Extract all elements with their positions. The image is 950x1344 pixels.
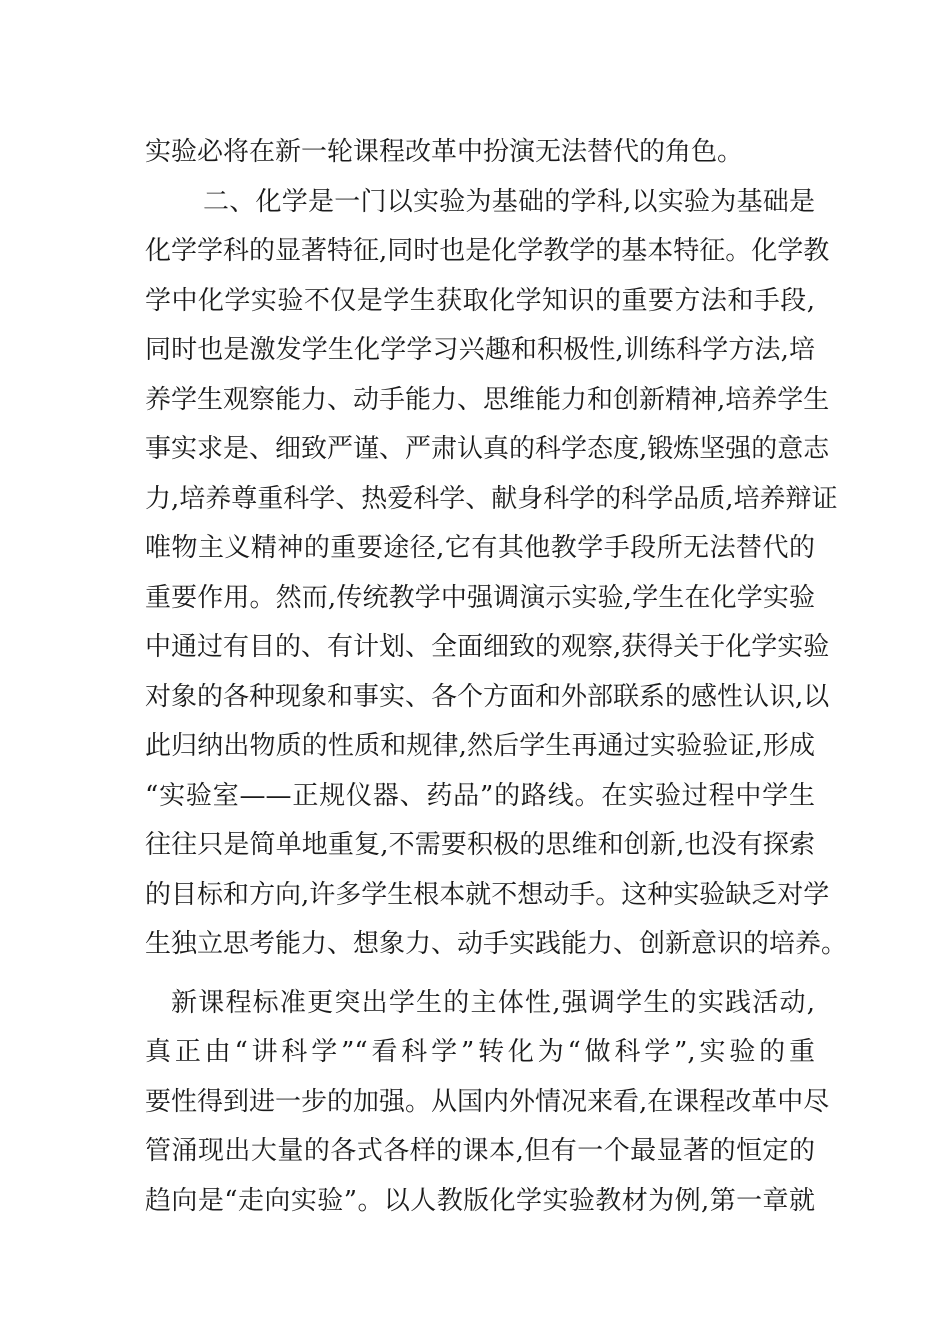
text-line: 管涌现出大量的各式各样的课本,但有一个最显著的恒定的	[145, 1136, 815, 1166]
text-line: 的目标和方向,许多学生根本就不想动手。这种实验缺乏对学	[145, 879, 830, 910]
text-line: 二、化学是一门以实验为基础的学科,以实验为基础是	[203, 186, 815, 217]
text-line: 此归纳出物质的性质和规律,然后学生再通过实验验证,形成	[145, 731, 815, 761]
text-line: 趋向是“走向实验”。以人教版化学实验教材为例,第一章就	[145, 1185, 815, 1216]
text-line: 生独立思考能力、想象力、动手实践能力、创新意识的培养。	[145, 929, 848, 959]
text-line: “实验室——正规仪器、药品”的路线。在实验过程中学生	[145, 780, 815, 811]
text-line: 中通过有目的、有计划、全面细致的观察,获得关于化学实验	[145, 632, 830, 662]
paragraph-1	[145, 128, 815, 178]
document-body	[145, 128, 848, 1226]
text-line: 真正由“讲科学”“看科学”转化为“做科学”,实验的重	[145, 1037, 815, 1067]
text-line: 唯物主义精神的重要途径,它有其他教学手段所无法替代的	[145, 533, 815, 563]
text-line: 对象的各种现象和事实、各个方面和外部联系的感性认识,以	[145, 681, 830, 712]
text-line: 事实求是、细致严谨、严肃认真的科学态度,锻炼坚强的意志	[145, 434, 830, 464]
text-line: 力,培养尊重科学、热爱科学、献身科学的科学品质,培养辩证	[145, 483, 838, 514]
text-line: 同时也是激发学生化学学习兴趣和积极性,训练科学方法,培	[145, 335, 815, 365]
text-line: 要性得到进一步的加强。从国内外情况来看,在课程改革中尽	[145, 1086, 830, 1117]
text-line: 新课程标准更突出学生的主体性,强调学生的实践活动,	[171, 987, 815, 1018]
text-line: 化学学科的显著特征,同时也是化学教学的基本特征。化学教	[145, 236, 830, 266]
text-line: 实验必将在新一轮课程改革中扮演无法替代的角色。	[145, 137, 744, 167]
paragraph-3	[145, 979, 830, 1227]
paragraph-2	[145, 178, 848, 970]
text-line: 往往只是简单地重复,不需要积极的思维和创新,也没有探索	[145, 830, 815, 860]
text-line: 重要作用。然而,传统教学中强调演示实验,学生在化学实验	[145, 582, 815, 613]
text-line: 学中化学实验不仅是学生获取化学知识的重要方法和手段,	[145, 285, 815, 316]
text-line: 养学生观察能力、动手能力、思维能力和创新精神,培养学生	[145, 384, 830, 415]
